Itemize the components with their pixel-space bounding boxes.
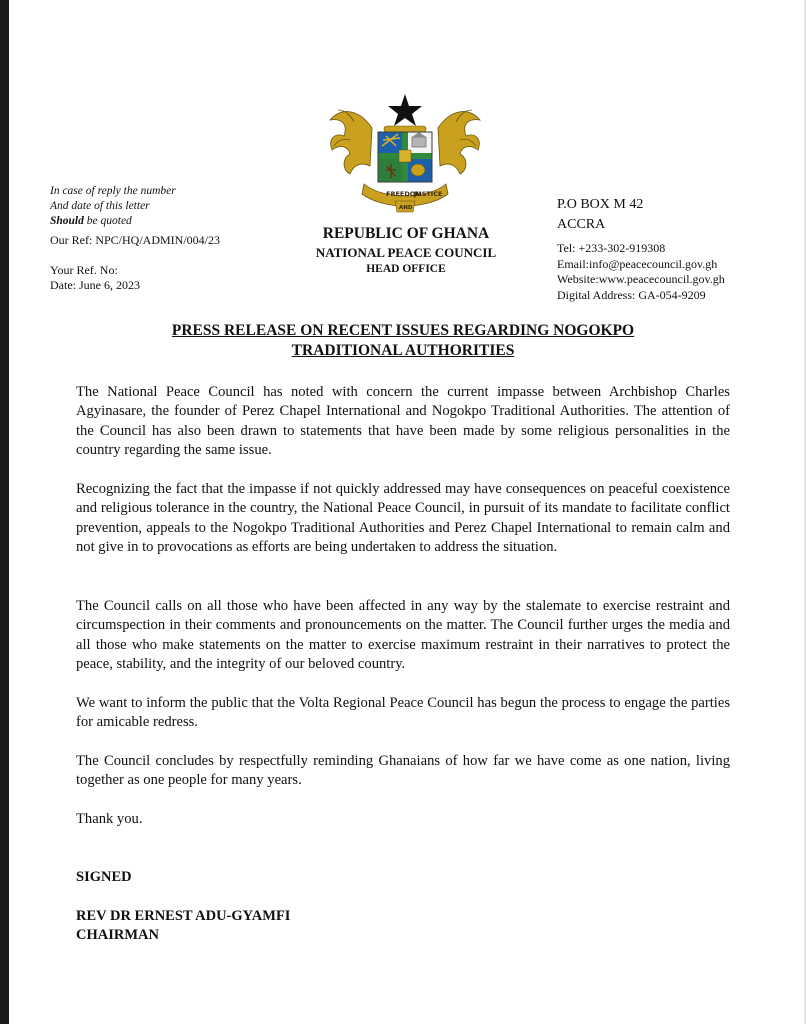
address-block: [557, 194, 725, 303]
paragraph-3: The Council calls on all those who have been affected in any way by the stalemate to exercise restraint and circumspection in their comments and pronouncements on the matter. The Council further urges the media and all those who make statements on the matter to exercise maximum restraint in their narratives to protect the peace, stability, and the integrity of our beloved country.: [76, 598, 730, 672]
council-heading: NATIONAL PEACE COUNCIL: [315, 245, 497, 260]
paragraph-1: The National Peace Council has noted with concern the current impasse between Archbishop Charles Agyinasare, the founder of Perez Chapel International and Nogokpo Traditional Authorities. The attention of the Council has also been drawn to statements that have been made by some religious personalities in the country regarding the same issue.: [76, 384, 730, 458]
title-line-2: TRADITIONAL AUTHORITIES: [291, 342, 515, 359]
republic-heading: REPUBLIC OF GHANA: [322, 225, 490, 242]
title-line-1: PRESS RELEASE ON RECENT ISSUES REGARDING NOGOKPO: [171, 322, 635, 339]
po-box: P.O BOX M 42: [557, 197, 644, 212]
paragraph-5: The Council concludes by respectfully reminding Ghanaians of how far we have come as one nation, living together as one people for many years.: [76, 753, 730, 789]
signed-label: SIGNED: [76, 869, 132, 885]
reply-line-3-rest: be quoted: [83, 215, 132, 227]
press-release-title: [76, 321, 730, 361]
svg-text:JUSTICE: JUSTICE: [414, 190, 443, 198]
telephone: Tel: +233-302-919308: [557, 241, 666, 255]
our-reference: Our Ref: NPC/HQ/ADMIN/004/23: [50, 233, 220, 247]
city: ACCRA: [557, 217, 606, 232]
reply-line-2: And date of this letter: [50, 200, 150, 212]
email: Email:info@peacecouncil.gov.gh: [557, 256, 718, 271]
website: Website:www.peacecouncil.gov.gh: [557, 272, 725, 286]
reply-line-3: [50, 214, 176, 229]
page-left-edge: [0, 0, 9, 1024]
paragraph-2: Recognizing the fact that the impasse if not quickly addressed may have consequences on peaceful coexistence and religious tolerance in the country, the National Peace Council, in pursuit of its mandate to facilitate conflict prevention, appeals to the Nogokpo Traditional Authorities and Perez Chapel International to remain calm and not give in to provocations as efforts are being undertaken to address the situation.: [76, 481, 730, 555]
coat-of-arms-icon: [320, 88, 490, 216]
office-heading: HEAD OFFICE: [366, 263, 446, 275]
letter-date: Date: June 6, 2023: [50, 278, 140, 292]
reply-line-1: In case of reply the number: [50, 185, 176, 197]
thank-you: Thank you.: [76, 811, 143, 827]
your-reference: Your Ref. No:: [50, 263, 118, 277]
reference-block: [50, 263, 140, 293]
svg-text:FREEDOM: FREEDOM: [386, 190, 422, 198]
reply-emphasis: Should: [50, 215, 84, 227]
svg-text:AND: AND: [399, 205, 413, 211]
digital-address: Digital Address: GA-054-9209: [557, 287, 706, 302]
paragraph-4: We want to inform the public that the Volta Regional Peace Council has begun the process to engage the parties for amicable redress.: [76, 695, 730, 731]
signatory-name: REV DR ERNEST ADU-GYAMFI: [76, 908, 291, 924]
signatory-position: CHAIRMAN: [76, 927, 159, 943]
reply-instructions: [50, 184, 176, 229]
